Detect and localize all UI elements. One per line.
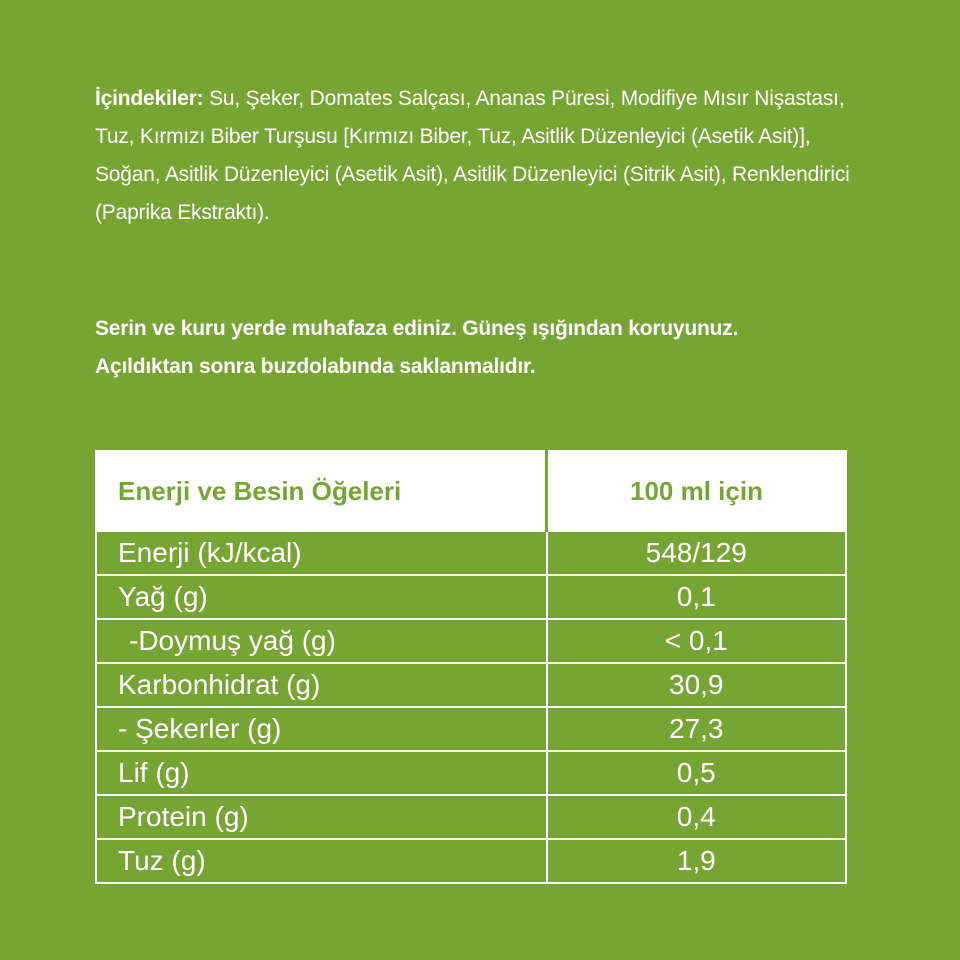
nutrient-name: Yağ (g)	[96, 575, 547, 619]
ingredients-label: İçindekiler:	[95, 87, 204, 110]
nutrition-table	[95, 450, 847, 884]
table-row	[96, 839, 846, 883]
nutrient-name: Protein (g)	[96, 795, 547, 839]
table-row	[96, 795, 846, 839]
storage-line-2: Açıldıktan sonra buzdolabında saklanmalıdır.	[95, 355, 536, 378]
nutrient-value: 1,9	[547, 839, 847, 883]
nutrient-value: 0,5	[547, 751, 847, 795]
table-row	[96, 707, 846, 751]
nutrient-value: 27,3	[547, 707, 847, 751]
table-row	[96, 663, 846, 707]
nutrient-value: 0,4	[547, 795, 847, 839]
nutrient-value: 30,9	[547, 663, 847, 707]
nutrient-name: Enerji (kJ/kcal)	[96, 531, 547, 575]
nutrition-header-name: Enerji ve Besin Öğeleri	[96, 451, 547, 531]
storage-line-1: Serin ve kuru yerde muhafaza ediniz. Güneş ışığından koruyunuz.	[95, 317, 739, 340]
nutrition-header-row	[96, 451, 846, 531]
table-row	[96, 575, 846, 619]
nutrient-value: 0,1	[547, 575, 847, 619]
nutrient-name: - Şekerler (g)	[96, 707, 547, 751]
nutrient-value: 548/129	[547, 531, 847, 575]
ingredients-paragraph	[95, 80, 875, 232]
table-row	[96, 531, 846, 575]
nutrient-name: Tuz (g)	[96, 839, 547, 883]
ingredients-text: Su, Şeker, Domates Salçası, Ananas Püresi, Modifiye Mısır Nişastası, Tuz, Kırmızı Biber Turşusu [Kırmızı Biber, Tuz, Asitlik Düzenleyici (Asetik Asit)], Soğan, Asitlik Düzenleyici (Asetik Asit), Asitlik Düzenleyici (Sitrik Asit), Renklendirici (Paprika Ekstraktı).	[95, 87, 850, 224]
nutrient-name: Karbonhidrat (g)	[96, 663, 547, 707]
nutrition-header-value: 100 ml için	[547, 451, 847, 531]
table-row	[96, 619, 846, 663]
nutrient-value: < 0,1	[547, 619, 847, 663]
storage-instructions	[95, 310, 875, 386]
nutrient-name: Lif (g)	[96, 751, 547, 795]
nutrient-name: -Doymuş yağ (g)	[96, 619, 547, 663]
table-row	[96, 751, 846, 795]
